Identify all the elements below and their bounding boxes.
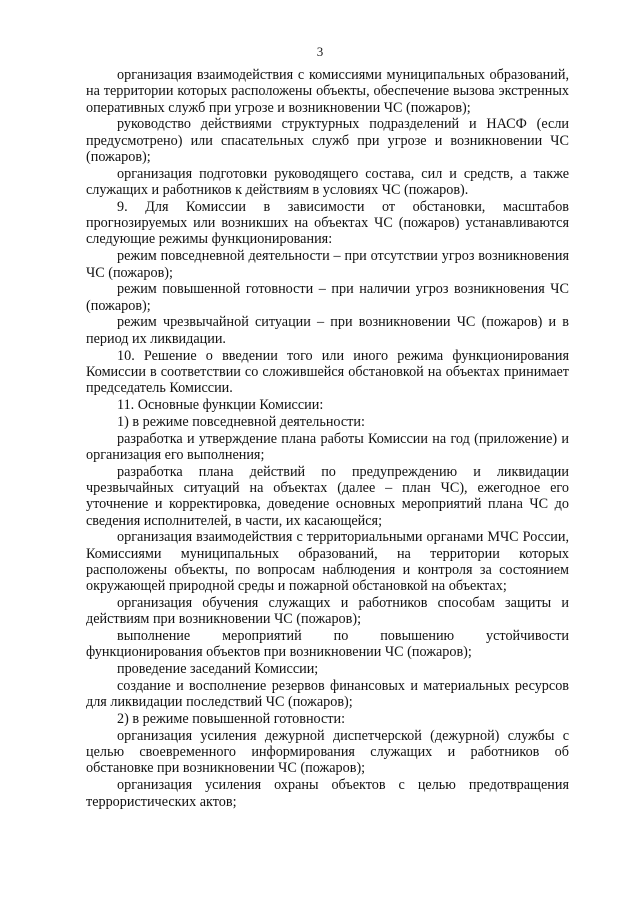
paragraph: разработка плана действий по предупреждению и ликвидации чрезвычайных ситуаций на объектах (далее – план ЧС), ежегодное его уточнение и корректировка, доведение основных мероприятий плана ЧС до сведения исполнителей, в части, их касающейся;: [86, 463, 569, 529]
paragraph: организация усиления охраны объектов с целью предотвращения террористических актов;: [86, 777, 569, 810]
paragraph: разработка и утверждение плана работы Комиссии на год (приложение) и организация его выполнения;: [86, 430, 569, 463]
paragraph: организация обучения служащих и работников способам защиты и действиям при возникновении ЧС (пожаров);: [86, 595, 569, 628]
paragraph: 10. Решение о введении того или иного режима функционирования Комиссии в соответствии со сложившейся обстановкой на объектах принимает председатель Комиссии.: [86, 347, 569, 397]
paragraph: организация взаимодействия с территориальными органами МЧС России, Комиссиями муниципальных образований, на территории которых расположены объекты, по вопросам наблюдения и контроля за состоянием окружающей природной среды и пожарной обстановкой на объектах;: [86, 529, 569, 595]
paragraph: руководство действиями структурных подразделений и НАСФ (если предусмотрено) или спасательных служб при угрозе и возникновении ЧС (пожаров);: [86, 116, 569, 165]
paragraph: 9. Для Комиссии в зависимости от обстановки, масштабов прогнозируемых или возникших на объектах ЧС (пожаров) устанавливаются следующие режимы функционирования:: [86, 198, 569, 248]
document-body: [86, 67, 569, 810]
paragraph: организация усиления дежурной диспетчерской (дежурной) службы с целью своевременного информирования служащих и работников об обстановке при возникновении ЧС (пожаров);: [86, 727, 569, 777]
paragraph: создание и восполнение резервов финансовых и материальных ресурсов для ликвидации последствий ЧС (пожаров);: [86, 677, 569, 711]
paragraph: организация подготовки руководящего состава, сил и средств, а также служащих и работников к действиям в условиях ЧС (пожаров).: [86, 165, 569, 199]
paragraph: 11. Основные функции Комиссии:: [117, 396, 324, 413]
page-number: 3: [316, 44, 324, 59]
paragraph: режим чрезвычайной ситуации – при возникновении ЧС (пожаров) и в период их ликвидации.: [86, 314, 569, 347]
paragraph: организация взаимодействия с комиссиями муниципальных образований, на территории которых расположены объекты, обеспечение вызова экстренных оперативных служб при угрозе и возникновении ЧС (пожаров);: [86, 67, 569, 116]
paragraph: проведение заседаний Комиссии;: [117, 661, 319, 678]
paragraph: 1) в режиме повседневной деятельности:: [117, 413, 365, 430]
paragraph: режим повышенной готовности – при наличии угроз возникновения ЧС (пожаров);: [86, 281, 569, 314]
paragraph: 2) в режиме повышенной готовности:: [117, 711, 346, 728]
paragraph: режим повседневной деятельности – при отсутствии угроз возникновения ЧС (пожаров);: [86, 248, 569, 281]
paragraph: выполнение мероприятий по повышению устойчивости функционирования объектов при возникновении ЧС (пожаров);: [86, 628, 569, 661]
